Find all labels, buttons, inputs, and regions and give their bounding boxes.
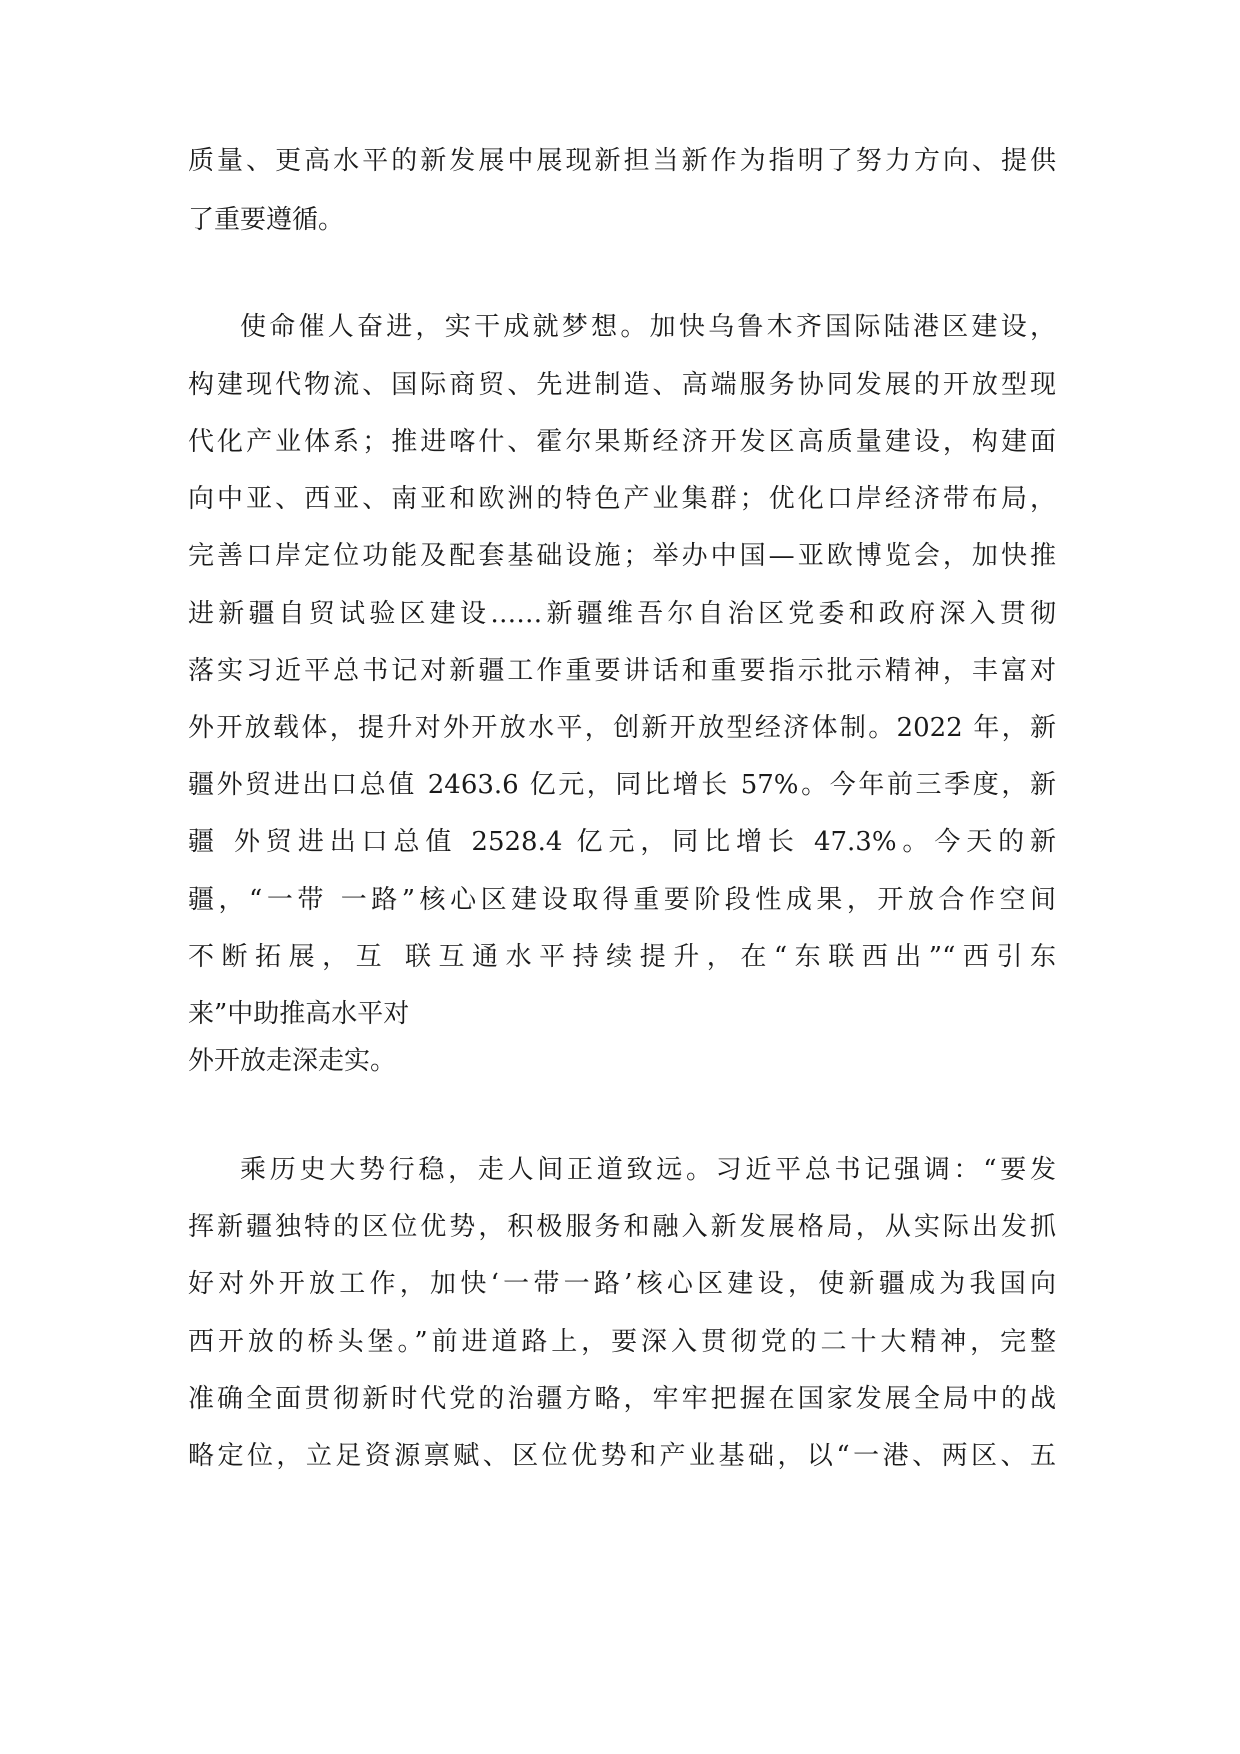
text-line: 疆，“一带 一路”核心区建设取得重要阶段性成果，开放合作空间 [188,885,1056,915]
text-line: 疆外贸进出口总值 2463.6 亿元，同比增长 57%。今年前三季度，新 [188,770,1056,800]
text-line: 质量、更高水平的新发展中展现新担当新作为指明了努力方向、提供 [188,146,1056,176]
text-line: 来”中助推高水平对 [188,999,410,1029]
text-line: 略定位，立足资源禀赋、区位优势和产业基础，以“一港、两区、五 [188,1441,1056,1471]
text-line: 外开放走深走实。 [188,1046,397,1076]
text-line: 西开放的桥头堡。”前进道路上，要深入贯彻党的二十大精神，完整 [188,1327,1056,1357]
text-line: 完善口岸定位功能及配套基础设施；举办中国—亚欧博览会，加快推 [188,541,1056,571]
text-line: 外开放载体，提升对外开放水平，创新开放型经济体制。2022 年，新 [188,713,1056,743]
text-line: 使命催人奋进，实干成就梦想。加快乌鲁木齐国际陆港区建设， [240,312,1056,342]
text-line: 好对外开放工作，加快‘一带一路’核心区建设，使新疆成为我国向 [188,1269,1056,1299]
text-line: 挥新疆独特的区位优势，积极服务和融入新发展格局，从实际出发抓 [188,1212,1056,1242]
text-line: 乘历史大势行稳，走人间正道致远。习近平总书记强调：“要发 [240,1155,1056,1185]
text-line: 代化产业体系；推进喀什、霍尔果斯经济开发区高质量建设，构建面 [188,427,1056,457]
text-line: 向中亚、西亚、南亚和欧洲的特色产业集群；优化口岸经济带布局， [188,484,1056,514]
text-line: 构建现代物流、国际商贸、先进制造、高端服务协同发展的开放型现 [188,370,1056,400]
text-line: 准确全面贯彻新时代党的治疆方略，牢牢把握在国家发展全局中的战 [188,1384,1056,1414]
text-line: 疆 外贸进出口总值 2528.4 亿元，同比增长 47.3%。今天的新 [188,827,1056,857]
text-line: 不断拓展，互 联互通水平持续提升，在“东联西出”“西引东 [188,942,1056,972]
text-line: 进新疆自贸试验区建设……新疆维吾尔自治区党委和政府深入贯彻 [188,599,1056,629]
text-line: 落实习近平总书记对新疆工作重要讲话和重要指示批示精神，丰富对 [188,656,1056,686]
text-line: 了重要遵循。 [188,205,345,235]
